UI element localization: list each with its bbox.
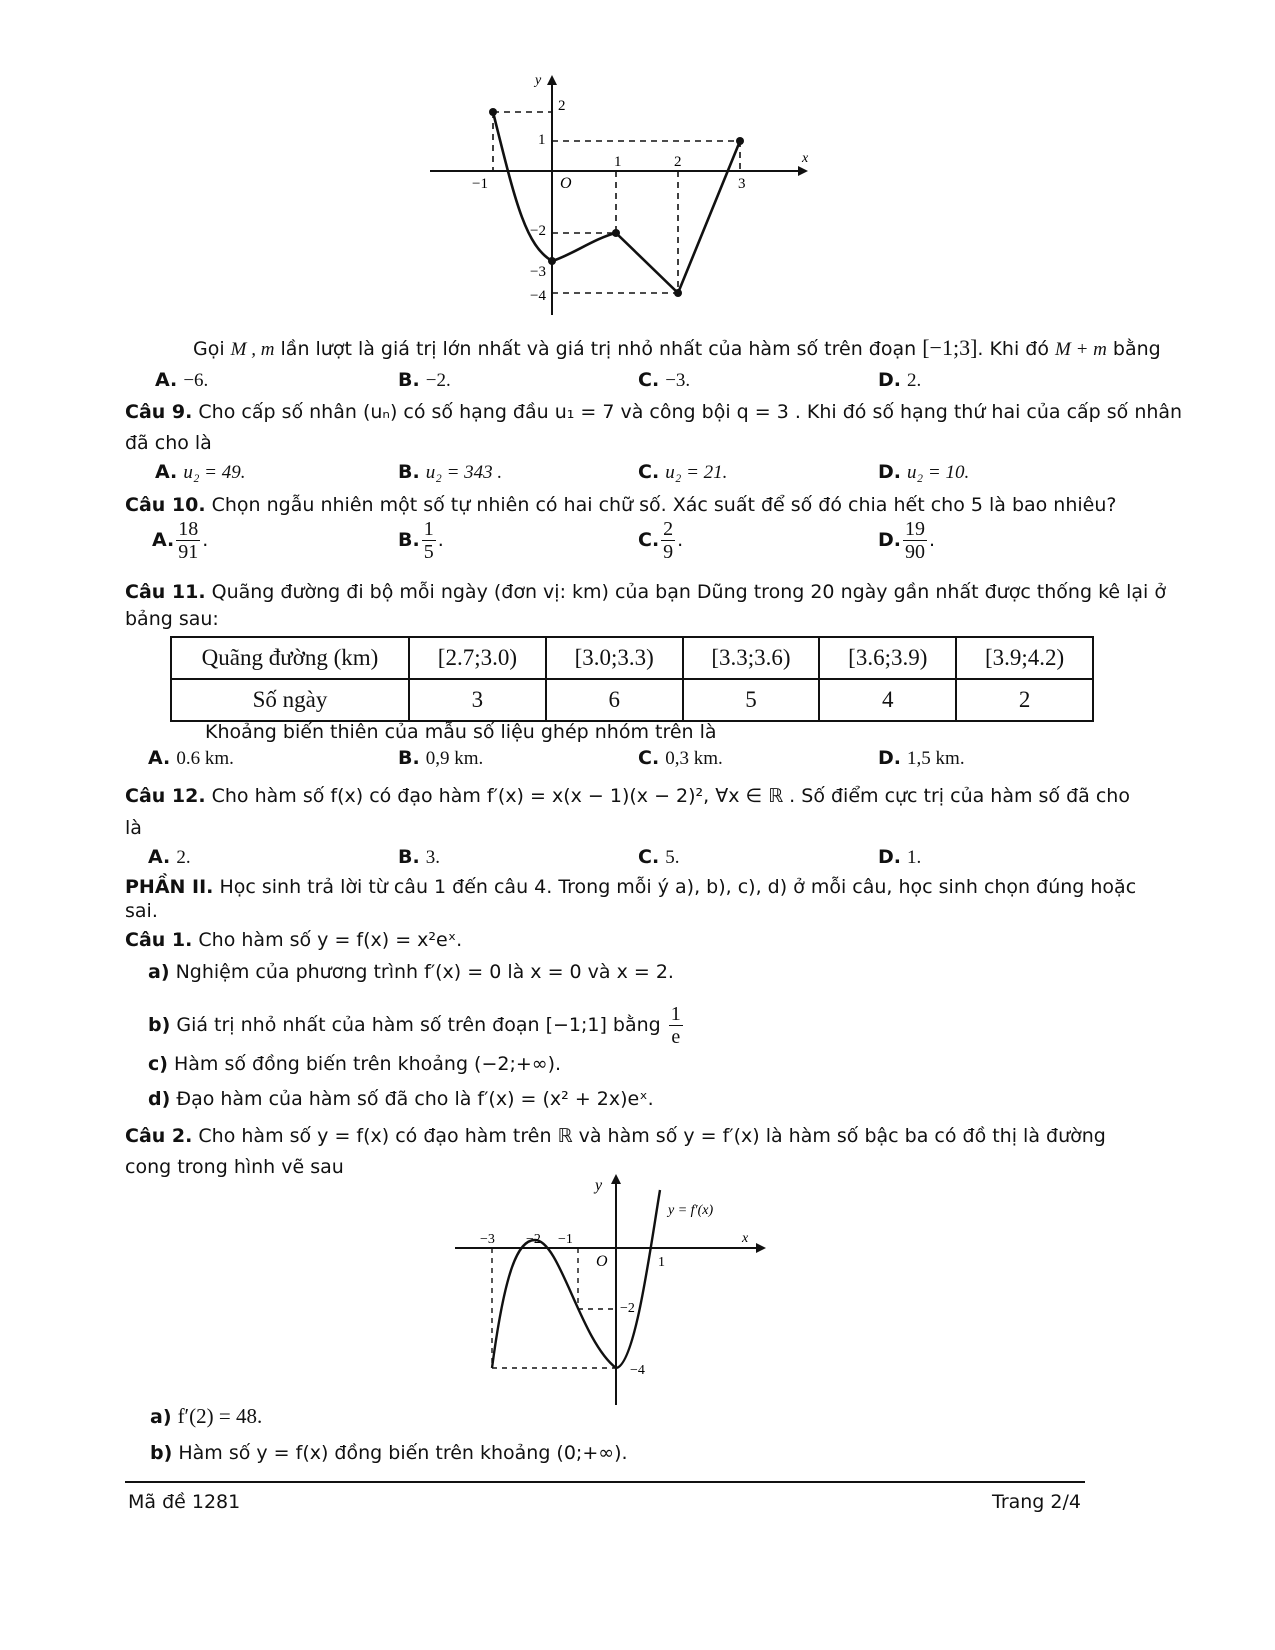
table-cell: 2 [956,679,1093,721]
graph2-origin-label: O [596,1253,608,1270]
graph1-tick-y: −3 [530,264,546,280]
fraction: $\frac{2}{9}$ [663,518,674,563]
table-cell: 6 [546,679,683,721]
graph1-point [612,229,620,237]
q8-stem: Gọi M , m lần lượt là giá trị lớn nhất và giá trị nhỏ nhất của hàm số trên đoạn [−1;3]. Khi đó M + m bằng [193,335,1161,360]
table-cell: [3.9;4.2) [956,637,1093,679]
graph2-tick-x: −1 [558,1232,573,1247]
graph2-axis-x-label: x [742,1231,749,1246]
graph1-tick-x: 2 [674,154,682,170]
graph1-origin-label: O [560,175,572,192]
q9-option-d[interactable]: D. u₂ = 10. [878,461,970,483]
graph2-tick-x: −3 [480,1232,495,1247]
graph1-point [674,289,682,297]
q12-line2: là [125,817,142,839]
graph1-tick-x: 1 [614,154,622,170]
graph2-axis-y-label: y [595,1177,603,1194]
q12-option-b[interactable]: B. 3. [398,846,440,868]
table-cell: 3 [409,679,546,721]
part2-line1: PHẦN II. Học sinh trả lời từ câu 1 đến câu 4. Trong mỗi ý a), b), c), d) ở mỗi câu, học sinh chọn đúng hoặc [125,876,1137,898]
graph1-tick-y: 2 [558,98,566,114]
q8-option-c[interactable]: C. −3. [638,369,691,391]
graph1-tick-y: −2 [530,223,546,239]
table-cell: [3.0;3.3) [546,637,683,679]
q9-option-b[interactable]: B. u₂ = 343 . [398,461,503,483]
fraction: $\frac{1}{e}$ [670,1003,681,1048]
graph1-axis-y-label: y [535,73,542,88]
p2q2-item-a[interactable]: a) f′(2) = 48. [150,1404,263,1428]
table-row [171,637,1093,679]
q11-line2: bảng sau: [125,608,219,630]
table-cell: [3.3;3.6) [683,637,820,679]
q8-option-a[interactable]: A. −6. [155,369,209,391]
y-axis-arrow [547,75,557,85]
q9-line2: đã cho là [125,432,212,454]
table-cell: 5 [683,679,820,721]
q12-option-d[interactable]: D. 1. [878,846,922,868]
table-header-cell: Quãng đường (km) [171,637,409,679]
q10-option-a[interactable]: A. $\frac{18}{91}$ . [152,518,209,563]
q9-line1: Câu 9. Cho cấp số nhân (uₙ) có số hạng đầu u₁ = 7 và công bội q = 3 . Khi đó số hạng thứ hai của cấp số nhân [125,401,1183,423]
q11-option-c[interactable]: C. 0,3 km. [638,747,723,769]
q12-line1: Câu 12. Cho hàm số f(x) có đạo hàm f′(x) = x(x − 1)(x − 2)², ∀x ∈ ℝ . Số điểm cực trị của hàm số đã cho [125,785,1130,807]
graph-piecewise [420,70,820,325]
graph2-tick-x: 1 [658,1255,665,1270]
p2q2-line1: Câu 2. Cho hàm số y = f(x) có đạo hàm trên ℝ và hàm số y = f′(x) là hàm số bậc ba có đồ thị là đường [125,1125,1106,1147]
graph1-tick-y: 1 [538,132,546,148]
q10-option-c[interactable]: C. $\frac{2}{9}$ . [638,518,684,563]
fraction: $\frac{19}{90}$ [905,518,925,563]
graph2-tick-y: −4 [630,1363,645,1378]
p2q1-item-b[interactable]: b) Giá trị nhỏ nhất của hàm số trên đoạn [−1;1] bằng $\frac{1}{e}$ [148,1003,681,1048]
footer-divider [125,1481,1085,1483]
graph-derivative [450,1170,780,1410]
x-axis-arrow [798,166,808,176]
p2q1-item-d[interactable]: d) Đạo hàm của hàm số đã cho là f′(x) = (x² + 2x)eˣ. [148,1088,654,1110]
q9-option-c[interactable]: C. u₂ = 21. [638,461,728,483]
table-header-cell: Số ngày [171,679,409,721]
p2q1-item-c[interactable]: c) Hàm số đồng biến trên khoảng (−2;+∞). [148,1053,562,1075]
footer-exam-code: Mã đề 1281 [128,1491,241,1513]
q9-option-a[interactable]: A. u₂ = 49. [155,461,246,483]
graph2-curve [492,1190,660,1368]
q12-option-c[interactable]: C. 5. [638,846,680,868]
part2-line2: sai. [125,900,158,922]
graph1-tick-y: −4 [530,288,546,304]
q11-option-d[interactable]: D. 1,5 km. [878,747,965,769]
q8-option-b[interactable]: B. −2. [398,369,451,391]
graph1-point [736,137,744,145]
q10-option-b[interactable]: B. $\frac{1}{5}$ . [398,518,444,563]
table-cell: [3.6;3.9) [819,637,956,679]
graph1-point [489,108,497,116]
x-axis-arrow [756,1243,766,1253]
y-axis-arrow [611,1174,621,1184]
graph2-curve-label: y = f′(x) [668,1203,714,1218]
table-cell: 4 [819,679,956,721]
p2q1-item-a[interactable]: a) Nghiệm của phương trình f′(x) = 0 là x = 0 và x = 2. [148,961,674,983]
q11-frequency-table [170,636,1094,722]
p2q2-line2: cong trong hình vẽ sau [125,1156,344,1178]
q10-text: Câu 10. Chọn ngẫu nhiên một số tự nhiên có hai chữ số. Xác suất để số đó chia hết cho 5 là bao nhiêu? [125,494,1117,516]
q12-option-a[interactable]: A. 2. [148,846,191,868]
graph1-point [548,257,556,265]
fraction: $\frac{18}{91}$ [178,518,199,563]
graph2-tick-y: −2 [620,1301,635,1316]
p2q1-stem: Câu 1. Cho hàm số y = f(x) = x²eˣ. [125,929,463,951]
footer-page-number: Trang 2/4 [992,1491,1081,1513]
table-cell: [2.7;3.0) [409,637,546,679]
q11-option-a[interactable]: A. 0.6 km. [148,747,234,769]
graph2-tick-x: −2 [526,1232,541,1247]
q11-line1: Câu 11. Quãng đường đi bộ mỗi ngày (đơn vị: km) của bạn Dũng trong 20 ngày gần nhất được thống kê lại ở [125,581,1166,603]
q10-option-d[interactable]: D. $\frac{19}{90}$ . [878,518,936,563]
q11-option-b[interactable]: B. 0,9 km. [398,747,484,769]
q8-option-d[interactable]: D. 2. [878,369,922,391]
graph1-tick-x: −1 [472,176,488,192]
table-row [171,679,1093,721]
p2q2-item-b[interactable]: b) Hàm số y = f(x) đồng biến trên khoảng (0;+∞). [150,1442,628,1464]
graph1-axis-x-label: x [802,151,809,166]
q11-after-text: Khoảng biến thiên của mẫu số liệu ghép nhóm trên là [205,721,717,743]
graph1-tick-x: 3 [738,176,746,192]
fraction: $\frac{1}{5}$ [423,518,434,563]
